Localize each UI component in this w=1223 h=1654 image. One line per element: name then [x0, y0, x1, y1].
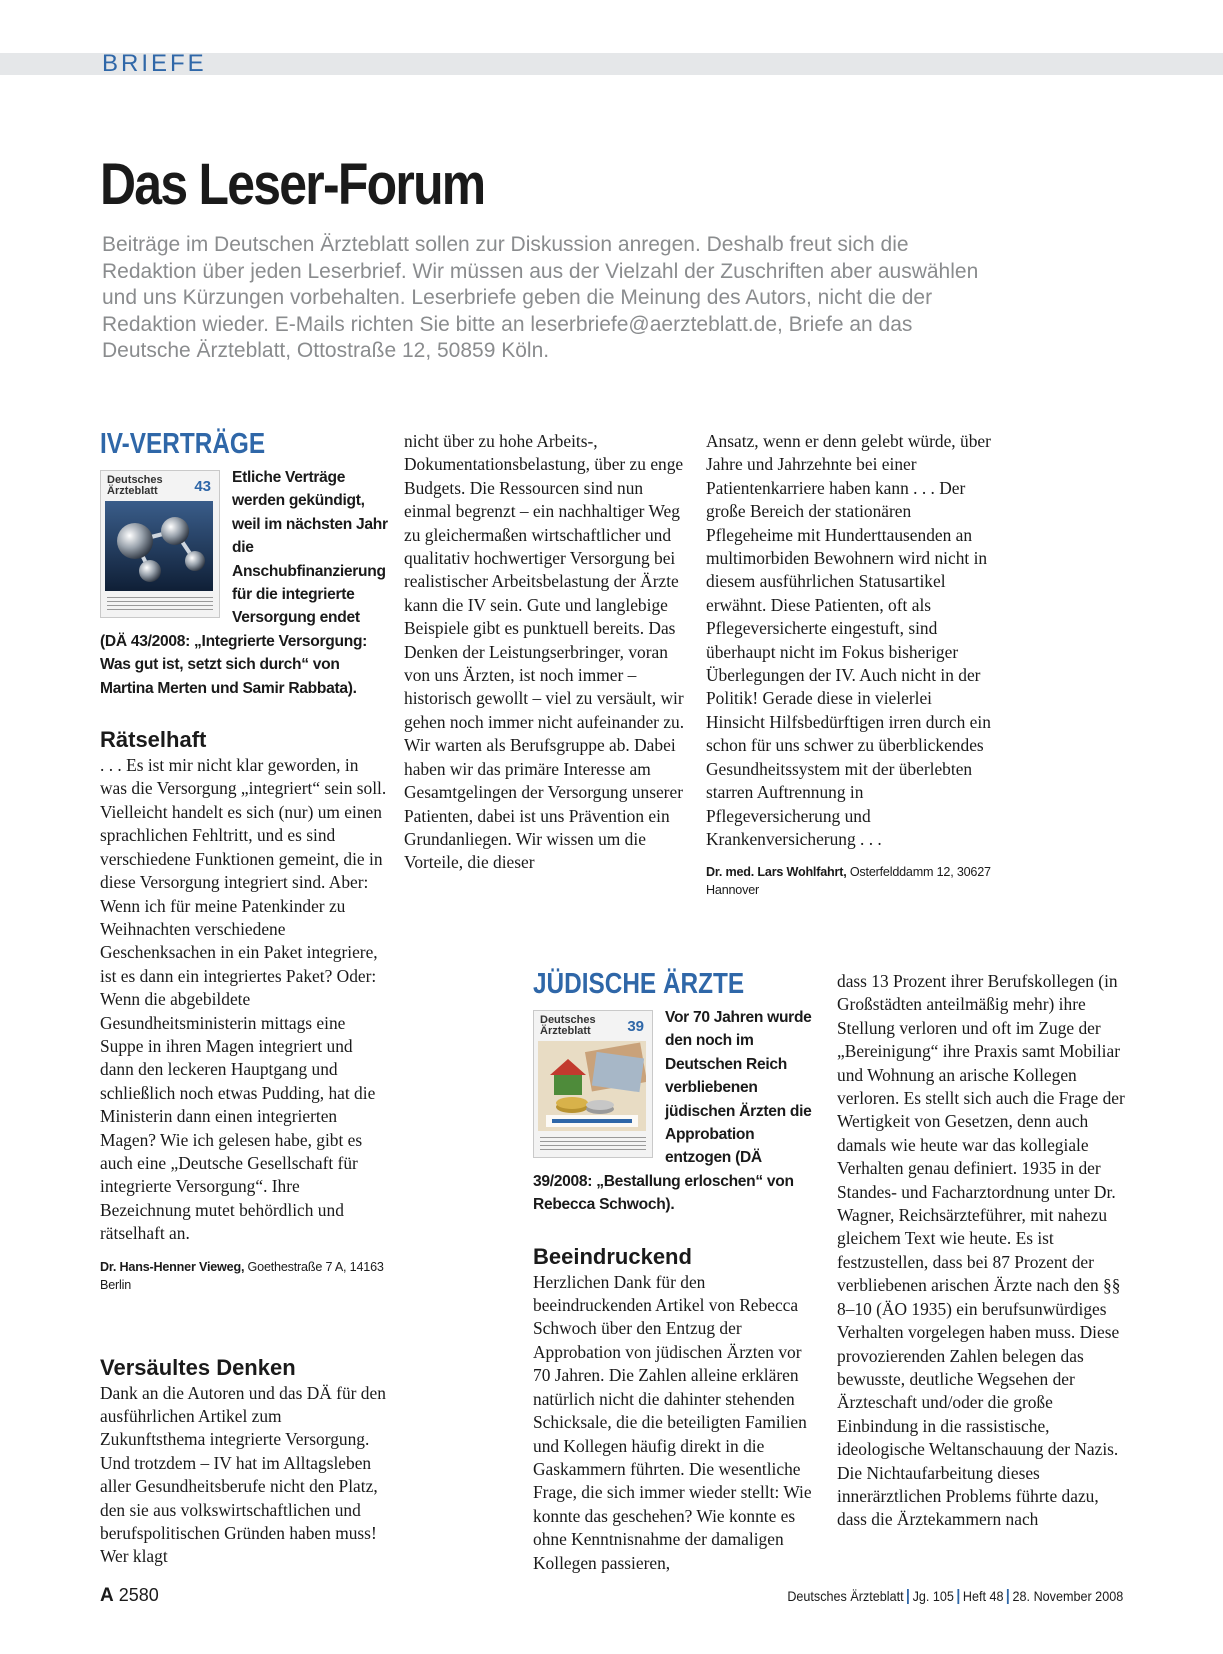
letter-body-raetselhaft: . . . Es ist mir nicht klar geworden, in was die Versorgung „integriert“ sein soll. Vielleicht handelt es sich (nur) um einen sprachlichen Fehltritt, und es sind verschiedene Funktionen gemeint, die in diese Versorgung integriert sind. Aber: Wenn ich für meine Patenkinder zu Weihnachten verschiedene Geschenksachen in ein Paket integriere, ist es dann ein integriertes Paket? Oder: Wenn die abgebildete Gesundheitsministerin mittags eine Suppe in ihren Magen integriert und dann den leckeren Hauptgang und schließlich noch etwas Pudding, hat die Ministerin dann einen integrierten Magen? Wie ich gelesen habe, gibt es auch eine „Deutsche Gesellschaft für integrierte Versorgung“. Ihre Bezeichnung mutet behördlich und rätselhaft an.: [100, 755, 387, 1244]
author-name: Dr. Hans-Henner Vieweg,: [100, 1259, 245, 1274]
letter-body-beeindruckend-part2: dass 13 Prozent ihrer Berufskollegen (in Großstädten anteilmäßig mehr) ihre Stellung verloren und oft im Zuge der „Bereinigung“ ihre Praxis samt Mobiliar und Wohnung an arische Kollegen verloren. Es stellt sich auch die Frage der Wertigkeit von Gesetzen, denn auch damals wie heute war das kollegiale Verhalten genau definiert. 1935 in der Standes- und Facharztordnung unter Dr. Wagner, Reichsärzteführer, mit nahezu gleichem Text wie heute. Es ist festzustellen, dass bei 87 Prozent der verbliebenen arischen Ärzte nach den §§ 8–10 (ÄO 1935) ein berufsunwürdiges Verhalten vorgelegen haben muss. Diese provozierenden Zahlen belegen das bewusste, deutliche Wegsehen der Ärzteschaft und/oder die große Einbindung in die rassistische, ideologische Weltanschauung der Nazis. Die Nichtaufarbeitung dieses innerärztlichen Problems führte dazu, dass die Ärztekammern nach: [837, 971, 1125, 1530]
topic-iv-vertraege: IV-VERTRÄGE: [100, 428, 266, 460]
molecule-image: [105, 501, 213, 591]
letter-signature-wohlfahrt: [706, 863, 994, 899]
column-3: [706, 430, 994, 899]
column-1: [100, 430, 388, 1569]
column-4: [533, 970, 823, 1575]
footer-journal: Deutsches Ärzteblatt: [787, 1588, 904, 1604]
cover-thumbnail-39: [533, 1010, 653, 1158]
column-5: [837, 970, 1125, 1532]
page-title: Das Leser-Forum: [100, 152, 485, 217]
page-number-value: 2580: [113, 1585, 159, 1605]
teaser-iv: Etliche Verträge werden gekündigt, weil im nächsten Jahr die Anschubfinanzierung für die integrierte Versorgung endet (DÄ 43/2008: „Integrierte Versorgung: Was gut ist, setzt sich durch“ von Martina Merten und Samir Rabbata).: [100, 469, 388, 697]
intro-text: Beiträge im Deutschen Ärzteblatt sollen zur Diskussion anregen. Deshalb freut sich die Redaktion über jeden Leserbrief. Wir müssen aus der Vielzahl der Zuschriften aber auswählen und uns Kürzungen vorbehalten. Leserbriefe geben die Meinung des Autors, nicht die der Redaktion wieder. E-Mails richten Sie bitte an leserbriefe@aerzteblatt.de, Briefe an das Deutsche Ärzteblatt, Ottostraße 12, 50859 Köln.: [102, 233, 979, 362]
author-address: Goethestraße 7 A, 14163 Berlin: [100, 1259, 384, 1292]
letter-heading-beeindruckend: Beeindruckend: [533, 1243, 692, 1269]
cover-footer-lines: [107, 597, 213, 611]
money-house-image: [538, 1041, 646, 1131]
footer-date: 28. November 2008: [1012, 1588, 1123, 1604]
page-prefix: A: [100, 1585, 114, 1606]
footer-citation: [787, 1587, 1123, 1605]
letter-body-versaeultes-denken-part3: Ansatz, wenn er denn gelebt würde, über Jahre und Jahrzehnte bei einer Patientenkarriere haben kann . . . Der große Bereich der stationären Pflegeheime mit Hunderttausenden an multimorbiden Bewohnern wird nicht in diesem ausführlichen Statusartikel erwähnt. Diese Patienten, oft als Pflegeversicherte eingestuft, sind überhaupt nicht im Fokus bisheriger Überlegungen der IV. Auch nicht in der Politik! Gerade diese in vielerlei Hinsicht Hilfsbedürftigen irren durch ein schon für uns schwer zu überblickendes Gesundheitssystem mit der überlebten starren Auftrennung in Pflegeversicherung und Krankenversicherung . . .: [706, 431, 991, 849]
topic-juedische-aerzte: JÜDISCHE ÄRZTE: [533, 968, 745, 1000]
letter-body-beeindruckend-part1: Herzlichen Dank für den beeindruckenden Artikel von Rebecca Schwoch über den Entzug der Approbation von jüdischen Ärzten vor 70 Jahren. Die Zahlen alleine erklären natürlich nicht die dahinter stehenden Schicksale, die die beteiligten Familien und Kollegen häufig direkt in die Gaskammern führten. Die wesentliche Frage, die sich immer wieder stellt: Wie konnte das geschehen? Wie konnte es ohne Kenntnisnahme der damaligen Kollegen passieren,: [533, 1271, 812, 1573]
letter-body-versaeultes-denken-part2: nicht über zu hohe Arbeits-, Dokumentationsbelastung, über zu enge Budgets. Die Ressourcen sind nun einmal begrenzt – ein nachhaltiger Weg zu gleichermaßen wirtschaftlicher und qualitativ hochwertiger Versorgung bei realistischer Arbeitsbelastung der Ärzte kann die IV sein. Gute und langlebige Beispiele gibt es punktuell bereits. Das Denken der Leistungserbringer, voran von uns Ärzten, ist noch immer – historisch gewollt – viel zu versäult, wir gehen noch immer nicht aufeinander zu. Wir warten als Berufsgruppe ab. Dabei haben wir das primäre Interesse am Gesamtgelingen der Versorgung unserer Patienten, dabei ist uns Prävention ein Grundanliegen. Wir wissen um die Vorteile, die dieser: [404, 431, 685, 873]
footer-separator: [957, 1589, 959, 1604]
letter-signature-vieweg: [100, 1258, 388, 1294]
letter-heading-raetselhaft: Rätselhaft: [100, 727, 207, 753]
cover-issue: 43: [194, 478, 211, 495]
section-label: BRIEFE: [102, 50, 207, 77]
footer-volume: Jg. 105: [912, 1588, 954, 1604]
footer-issue: Heft 48: [962, 1588, 1004, 1604]
cover-issue: 39: [627, 1018, 644, 1035]
author-address: Osterfelddamm 12, 30627 Hannover: [706, 865, 991, 898]
author-name: Dr. med. Lars Wohlfahrt,: [706, 865, 847, 880]
teaser-juedische-aerzte: Vor 70 Jahren wurde den noch im Deutschen Reich verbliebenen jüdischen Ärzten die Approbation entzogen (DÄ 39/2008: „Bestallung erloschen“ von Rebecca Schwoch).: [533, 1009, 812, 1214]
letter-heading-versaeultes-denken: Versäultes Denken: [100, 1354, 296, 1380]
column-2: [404, 430, 692, 875]
cover-thumbnail-43: [100, 470, 220, 618]
cover-footer-lines: [540, 1137, 646, 1151]
letter-body-versaeultes-denken-part1: Dank an die Autoren und das DÄ für den ausführlichen Artikel zum Zukunftsthema integrierte Versorgung. Und trotzdem – IV hat im Alltagsleben aller Gesundheitsberufe nicht den Platz, den sie aus volkswirtschaftlichen und berufspolitischen Gründen haben muss! Wer klagt: [100, 1382, 386, 1567]
footer-separator: [907, 1589, 909, 1604]
page-number: [100, 1584, 159, 1607]
cover-title: Deutsches Ärzteblatt: [540, 1014, 596, 1037]
footer-separator: [1007, 1589, 1009, 1604]
cover-title: Deutsches Ärzteblatt: [107, 474, 163, 497]
